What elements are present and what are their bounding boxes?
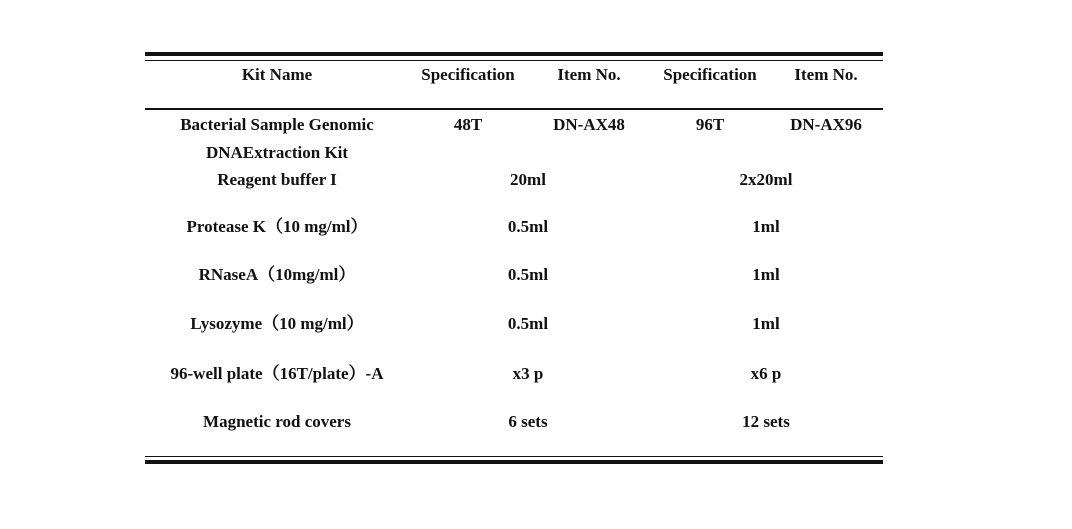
component-name: Lysozyme（10 mg/ml） xyxy=(190,314,364,333)
kit-item-no-96: DN-AX96 xyxy=(790,115,862,134)
component-qty-48: x3 p xyxy=(512,364,544,383)
table-header-rule xyxy=(145,108,883,110)
component-name: RNaseA（10mg/ml） xyxy=(198,265,356,284)
kit-name-line-1: Bacterial Sample Genomic xyxy=(180,115,374,134)
kit-spec-96: 96T xyxy=(695,115,725,134)
component-name: Protease K（10 mg/ml） xyxy=(186,217,368,236)
component-qty-96: 1ml xyxy=(752,217,780,236)
table-top-rule-thick xyxy=(145,52,883,56)
component-name: Reagent buffer I xyxy=(217,170,337,189)
table-bottom-rule-thin xyxy=(145,456,883,457)
header-specification-48: Specification xyxy=(421,65,515,84)
header-kit-name: Kit Name xyxy=(241,65,313,84)
kit-spec-48: 48T xyxy=(453,115,483,134)
kit-components-table xyxy=(145,52,883,466)
header-item-no-96: Item No. xyxy=(794,65,858,84)
component-qty-96: 1ml xyxy=(752,265,780,284)
component-qty-48: 0.5ml xyxy=(507,265,549,284)
component-qty-48: 6 sets xyxy=(508,412,548,431)
header-specification-96: Specification xyxy=(663,65,757,84)
component-name: Magnetic rod covers xyxy=(203,412,351,431)
component-qty-48: 0.5ml xyxy=(507,314,549,333)
table-top-rule-thin xyxy=(145,60,883,61)
kit-item-no-48: DN-AX48 xyxy=(553,115,625,134)
component-qty-48: 0.5ml xyxy=(507,217,549,236)
component-name: 96-well plate（16T/plate）-A xyxy=(170,364,384,383)
component-qty-96: x6 p xyxy=(750,364,782,383)
component-qty-48: 20ml xyxy=(510,170,546,189)
kit-name-line-2: DNAExtraction Kit xyxy=(205,143,349,162)
component-qty-96: 12 sets xyxy=(742,412,790,431)
header-item-no-48: Item No. xyxy=(557,65,621,84)
table-bottom-rule-thick xyxy=(145,460,883,464)
component-qty-96: 2x20ml xyxy=(739,170,793,189)
component-qty-96: 1ml xyxy=(752,314,780,333)
